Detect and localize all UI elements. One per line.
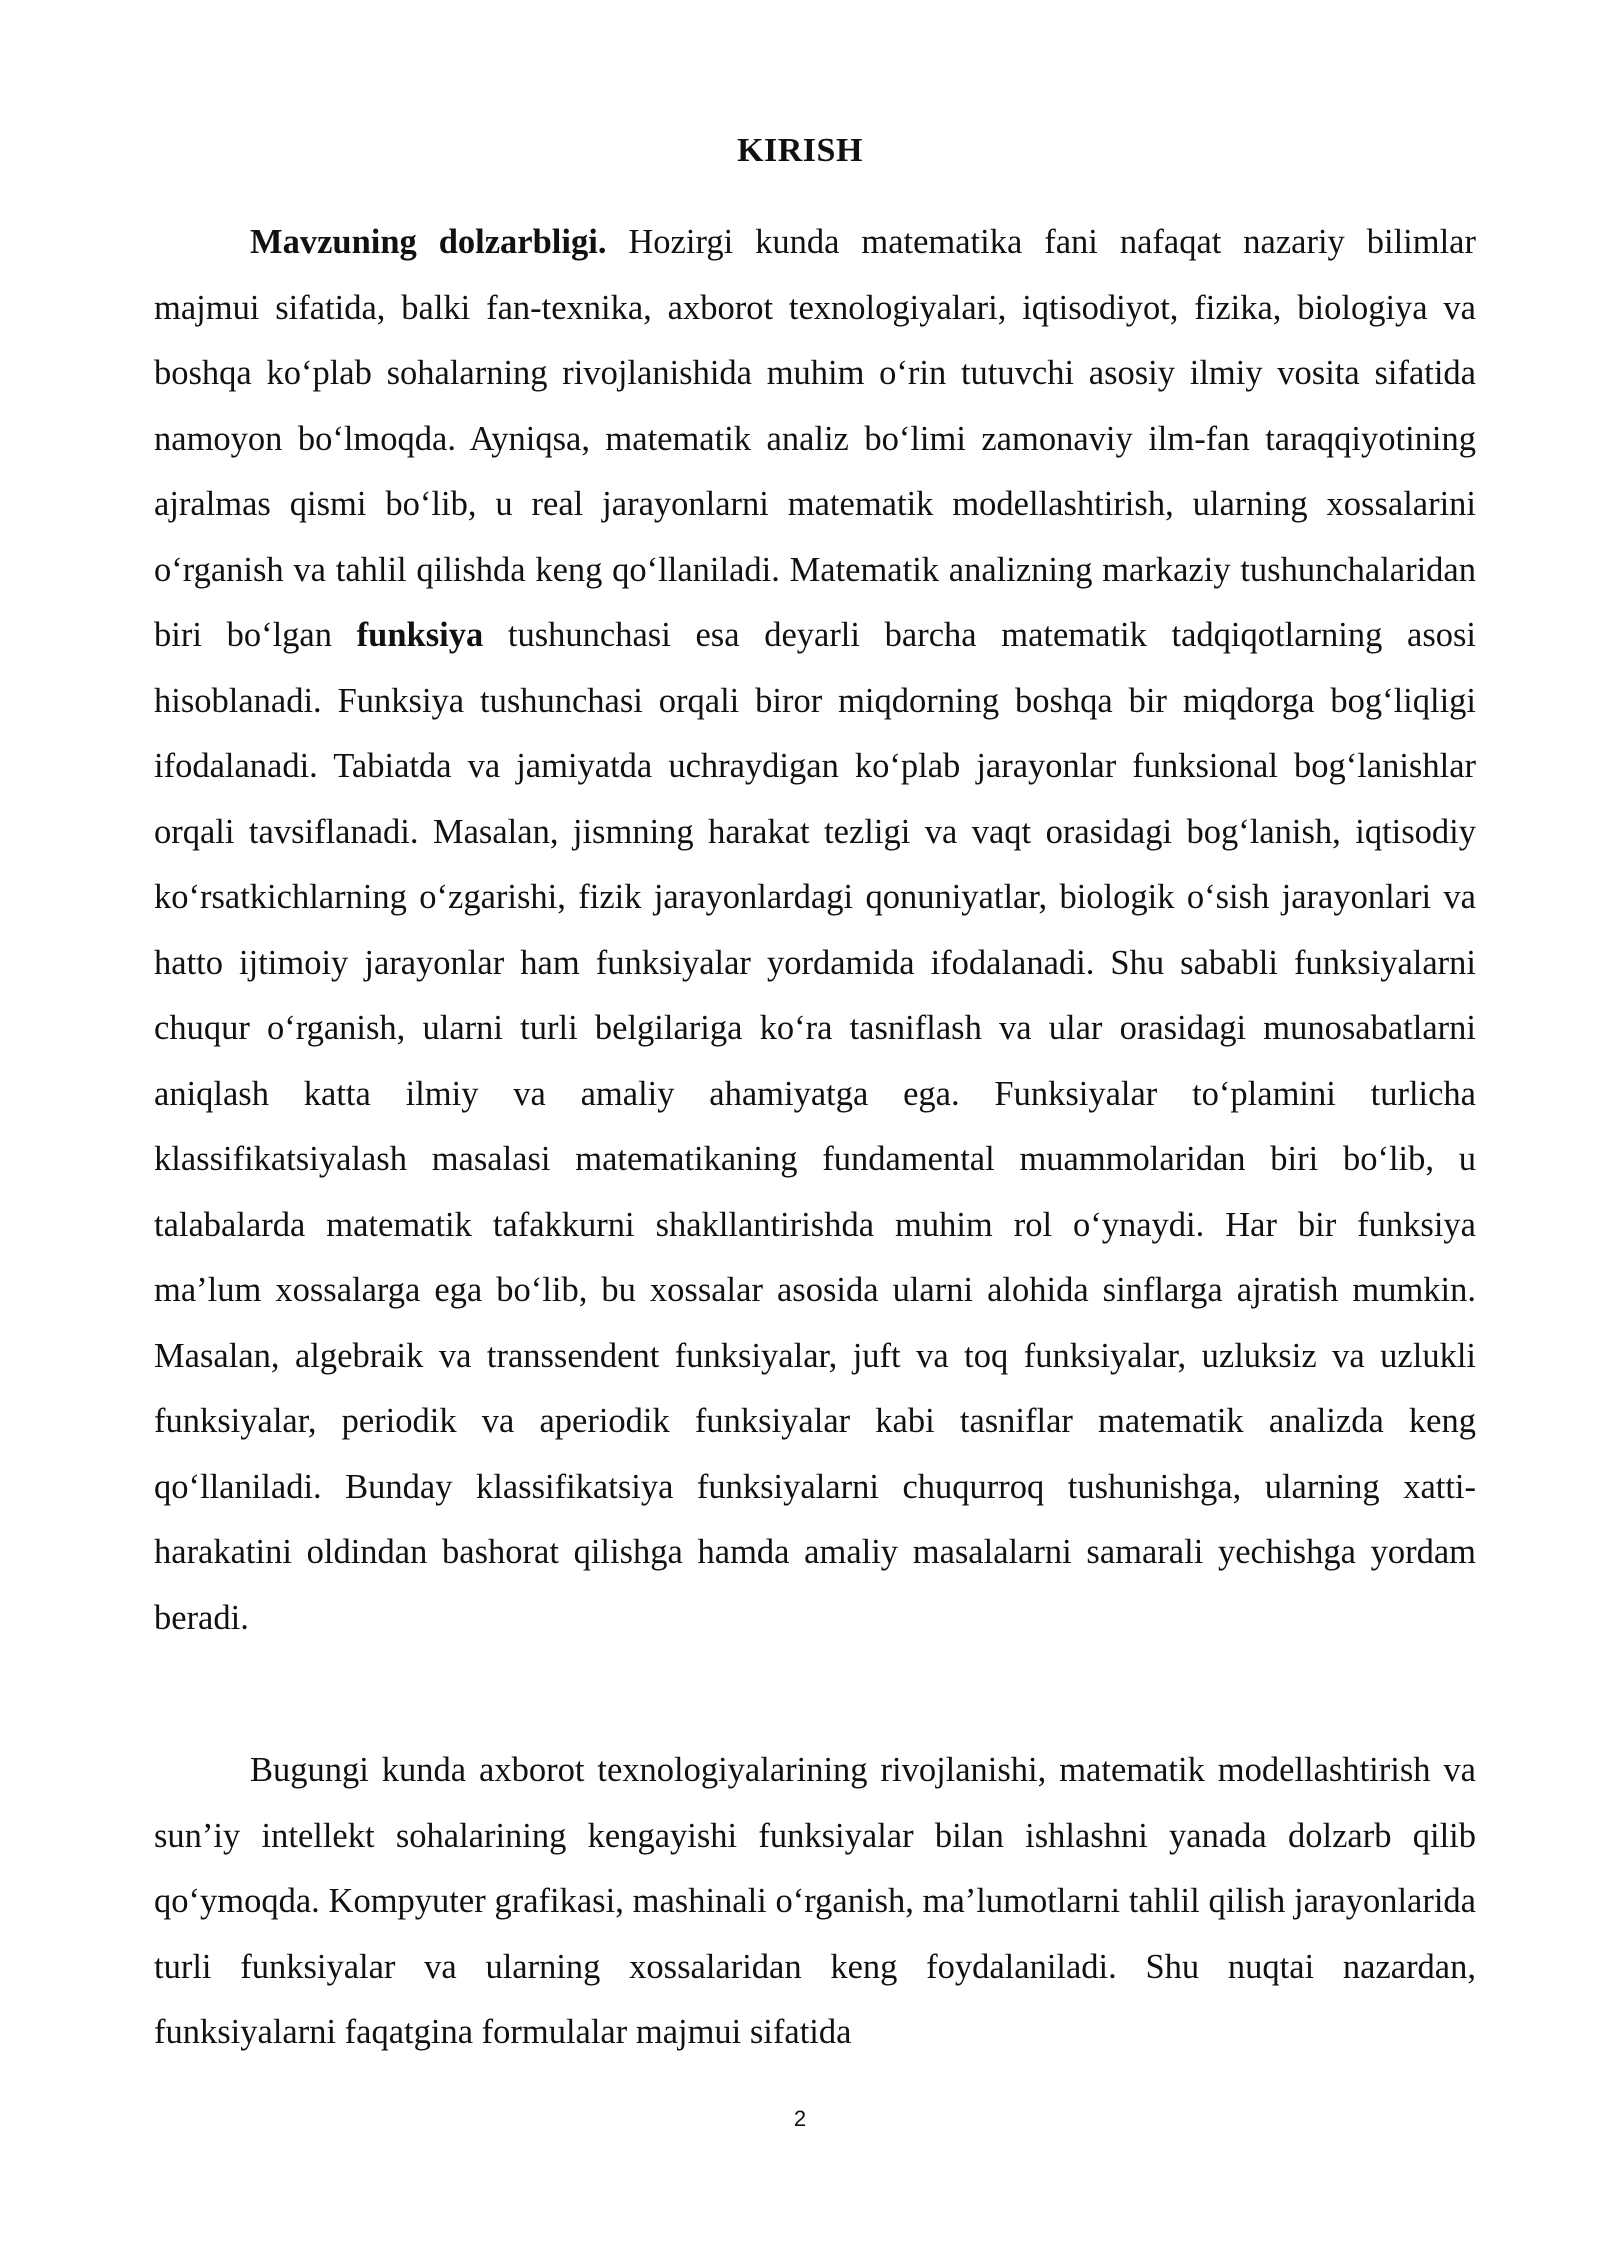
- relevance-lead-label: Mavzuning dolzarbligi.: [250, 223, 607, 261]
- paragraph-relevance: [154, 210, 1476, 1651]
- paragraph-text: Bugungi kunda axborot texnologiyalarining rivojlanishi, matematik modellashtirish va sun’iy intellekt sohalarining kengayishi funksiyalar bilan ishlashni yanada dolzarb qilib qo‘ymoqda. Kompyuter grafikasi, mashinali o‘rganish, ma’lumotlarni tahlil qilish jarayonlarida turli funksiyalar va ularning xossalaridan keng foydalaniladi. Shu nuqtai nazardan, funksiyalarni faqatgina formulalar majmui sifatida: [154, 1751, 1476, 2051]
- paragraph-text-part2: tushunchasi esa deyarli barcha matematik tadqiqotlarning asosi hisoblanadi. Funksiya tushunchasi orqali biror miqdorning boshqa bir miqdorga bog‘liqligi ifodalanadi. Tabiatda va jamiyatda uchraydigan ko‘plab jarayonlar funksional bog‘lanishlar orqali tavsiflanadi. Masalan, jismning harakat tezligi va vaqt orasidagi bog‘lanish, iqtisodiy ko‘rsatkichlarning o‘zgarishi, fizik jarayonlardagi qonuniyatlar, biologik o‘sish jarayonlari va hatto ijtimoiy jarayonlar ham funksiyalar yordamida ifodalanadi. Shu sababli funksiyalarni chuqur o‘rganish, ularni turli belgilariga ko‘ra tasniflash va ular orasidagi munosabatlarni aniqlash katta ilmiy va amaliy ahamiyatga ega. Funksiyalar to‘plamini turlicha klassifikatsiyalash masalasi matematikaning fundamental muammolaridan biri bo‘lib, u talabalarda matematik tafakkurni shakllantirishda muhim rol o‘ynaydi. Har bir funksiya ma’lum xossalarga ega bo‘lib, bu xossalar asosida ularni alohida sinflarga ajratish mumkin. Masalan, algebraik va transsendent funksiyalar, juft va toq funksiyalar, uzluksiz va uzlukli funksiyalar, periodik va aperiodik funksiyalar kabi tasniflar matematik analizda keng qo‘llaniladi. Bunday klassifikatsiya funksiyalarni chuqurroq tushunishga, ularning xatti-harakatini oldindan bashorat qilishga hamda amaliy masalalarni samarali yechishga yordam beradi.: [154, 616, 1476, 1637]
- page-number: 2: [793, 2106, 807, 2131]
- paragraph-text-part1: Hozirgi kunda matematika fani nafaqat nazariy bilimlar majmui sifatida, balki fan-texnika, axborot texnologiyalari, iqtisodiyot, fizika, biologiya va boshqa ko‘plab sohalarning rivojlanishida muhim o‘rin tutuvchi asosiy ilmiy vosita sifatida namoyon bo‘lmoqda. Ayniqsa, matematik analiz bo‘limi zamonaviy ilm-fan taraqqiyotining ajralmas qismi bo‘lib, u real jarayonlarni matematik modellashtirish, ularning xossalarini o‘rganish va tahlil qilishda keng qo‘llaniladi. Matematik analizning markaziy tushunchalaridan biri bo‘lgan: [154, 223, 1476, 654]
- term-funksiya: funksiya: [356, 616, 484, 654]
- paragraph-modern-context: [154, 1738, 1476, 2066]
- section-heading: KIRISH: [737, 132, 863, 169]
